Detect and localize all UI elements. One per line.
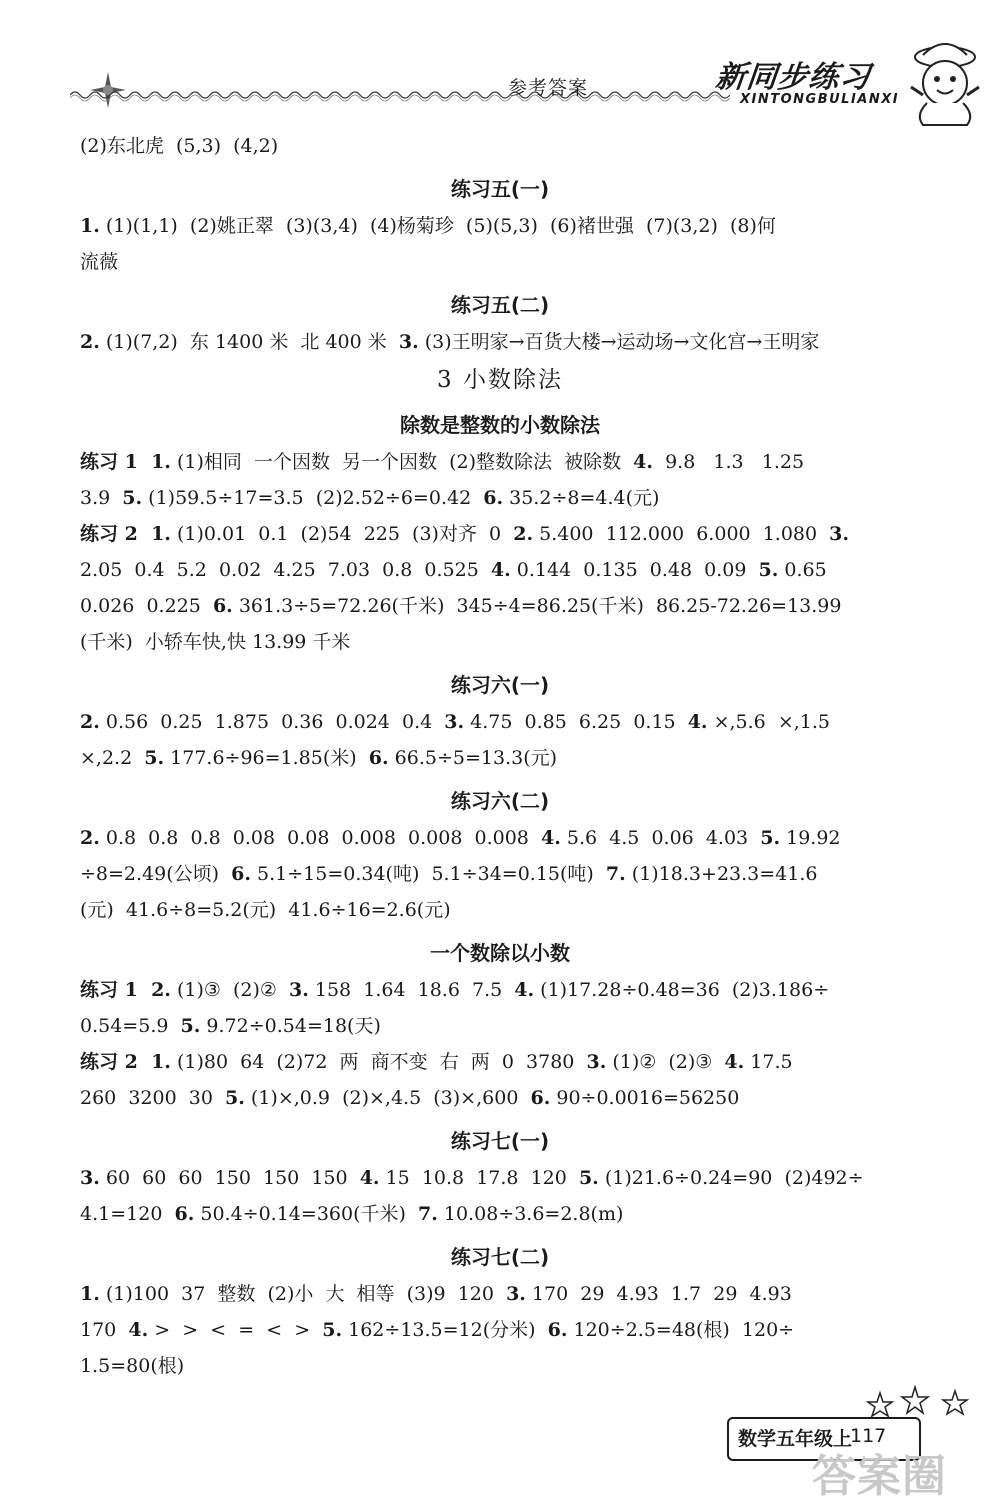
answer-line (80, 740, 920, 776)
question-number: 4. (633, 451, 654, 473)
answer-text: 0.54=5.9 (80, 1015, 181, 1037)
question-number: 6. (547, 1319, 568, 1341)
answer-line (80, 1080, 920, 1116)
wavy-divider (70, 88, 730, 102)
answer-line (80, 704, 920, 740)
answer-line (80, 1312, 920, 1348)
answer-text: (1)21.6÷0.24=90 (2)492÷ (598, 1167, 864, 1189)
question-number: 3. (506, 1283, 526, 1305)
answer-line (80, 820, 920, 856)
answer-text: ÷8=2.49(公顷) (80, 863, 232, 885)
question-number: 练习 2 1. (80, 523, 171, 545)
answer-text: 4.1=120 (80, 1203, 175, 1225)
question-number: 3. (444, 711, 465, 733)
question-number: 1. (80, 1283, 100, 1305)
answer-text: 0.026 0.225 (80, 595, 213, 617)
question-number: 5. (144, 747, 165, 769)
answer-text: (1)相同 一个因数 另一个因数 (2)整数除法 被除数 (170, 451, 634, 473)
answer-text: (1)×,0.9 (2)×,4.5 (3)×,600 (244, 1087, 531, 1109)
answer-text: 0.65 (778, 559, 827, 581)
answer-text: 流薇 (80, 251, 119, 273)
answer-text: 158 1.64 18.6 7.5 (308, 979, 515, 1001)
answer-line (80, 208, 920, 244)
answer-line (80, 1348, 920, 1384)
answer-text: 0.56 0.25 1.875 0.36 0.024 0.4 (99, 711, 445, 733)
section-heading: 一个数除以小数 (430, 941, 570, 965)
answer-line (80, 624, 920, 660)
answer-text: (1)② (2)③ (606, 1051, 725, 1073)
brand-pinyin: XINTONGBULIANXI (740, 92, 900, 107)
answer-text: 170 (80, 1319, 129, 1341)
question-number: 练习 1 1. (80, 451, 171, 473)
question-number: 5. (758, 559, 779, 581)
question-number: 2. (80, 331, 100, 353)
answer-line (80, 892, 920, 928)
answer-text: 2.05 0.4 5.2 0.02 4.25 7.03 0.8 0.525 (80, 559, 491, 581)
answer-line (80, 856, 920, 892)
section-heading: 练习五(二) (450, 293, 550, 317)
answer-text: (千米) 小轿车快,快 13.99 千米 (80, 631, 351, 653)
answer-text: ×,5.6 ×,1.5 (707, 711, 831, 733)
question-number: 3. (398, 331, 419, 353)
answer-line (80, 444, 920, 480)
answer-line (80, 324, 920, 360)
answer-text: 90÷0.0016=56250 (550, 1087, 740, 1109)
answer-text: 66.5÷5=13.3(元) (388, 747, 558, 769)
footer-grade: 数学五年级 (738, 1428, 834, 1450)
question-number: 2. (80, 711, 100, 733)
question-number: 4. (128, 1319, 149, 1341)
answer-text: 4.75 0.85 6.25 0.15 (464, 711, 688, 733)
answer-text: (1)(1,1) (2)姚正翠 (3)(3,4) (4)杨菊珍 (5)(5,3) (6)褚世强 (7)(3,2) (8)何 (99, 215, 776, 237)
answer-line (80, 1276, 920, 1312)
question-number: 3. (586, 1051, 607, 1073)
section-heading: 练习六(一) (450, 673, 550, 697)
question-number: 6. (174, 1203, 195, 1225)
answer-text: 260 3200 30 (80, 1087, 226, 1109)
answer-line (80, 480, 920, 516)
answer-line (80, 244, 920, 280)
answer-text: 177.6÷96=1.85(米) (164, 747, 369, 769)
answer-text: 10.08÷3.6=2.8(m) (437, 1203, 624, 1225)
answer-text: (1)100 37 整数 (2)小 大 相等 (3)9 120 (99, 1283, 507, 1305)
question-number: 4. (490, 559, 511, 581)
answer-line (80, 128, 920, 164)
chapter-title: 3 小数除法 (437, 367, 563, 393)
question-number: 6. (212, 595, 233, 617)
question-number: 3. (80, 1167, 100, 1189)
question-number: 6. (231, 863, 251, 885)
question-number: 3. (289, 979, 309, 1001)
answer-text: (3)王明家→百货大楼→运动场→文化宫→王明家 (418, 331, 820, 353)
answer-text: (1)18.3+23.3=41.6 (625, 863, 818, 885)
answer-text: 1.5=80(根) (80, 1355, 185, 1377)
question-number: 4. (724, 1051, 745, 1073)
answer-text: 15 10.8 17.8 120 (379, 1167, 579, 1189)
answer-line (80, 588, 920, 624)
answer-line (80, 1160, 920, 1196)
answer-text: (2)东北虎 (5,3) (4,2) (80, 135, 279, 157)
answer-text: 5.400 112.000 6.000 1.080 (533, 523, 830, 545)
section-heading: 练习七(二) (450, 1245, 550, 1269)
question-number: 6. (368, 747, 389, 769)
question-number: 5. (322, 1319, 343, 1341)
answer-text: 9.72÷0.54=18(天) (200, 1015, 381, 1037)
answer-text: (1)59.5÷17=3.5 (2)2.52÷6=0.42 (142, 487, 484, 509)
question-number: 4. (514, 979, 535, 1001)
answer-text: (1)0.01 0.1 (2)54 225 (3)对齐 0 (170, 523, 514, 545)
answer-text: 162÷13.5=12(分米) (342, 1319, 548, 1341)
answer-text: 0.144 0.135 0.48 0.09 (510, 559, 759, 581)
answer-text: 361.3÷5=72.26(千米) 345÷4=86.25(千米) 86.25-72.26=13.99 (232, 595, 842, 617)
question-number: 5. (578, 1167, 599, 1189)
answer-line (80, 1044, 920, 1080)
question-number: 6. (530, 1087, 551, 1109)
answer-text: 120÷2.5=48(根) 120÷ (567, 1319, 795, 1341)
answer-text: 19.92 (780, 827, 841, 849)
answer-line (80, 972, 920, 1008)
answer-text: 3.9 (80, 487, 123, 509)
question-number: 4. (359, 1167, 380, 1189)
answer-text: (1)17.28÷0.48=36 (2)3.186÷ (534, 979, 830, 1001)
answer-text: 35.2÷8=4.4(元) (503, 487, 660, 509)
brand-logo-text: 新同步练习 (713, 60, 873, 95)
answer-text: 9.8 1.3 1.25 (653, 451, 805, 473)
question-number: 7. (605, 863, 626, 885)
answer-text: 170 29 4.93 1.7 29 4.93 (525, 1283, 792, 1305)
answer-line (80, 516, 920, 552)
section-heading: 除数是整数的小数除法 (400, 413, 600, 437)
question-number: 6. (483, 487, 504, 509)
section-heading: 练习六(二) (450, 789, 550, 813)
question-number: 4. (687, 711, 708, 733)
answer-text: (1)③ (2)② (170, 979, 289, 1001)
question-number: 练习 2 1. (80, 1051, 171, 1073)
answer-text: 0.8 0.8 0.8 0.08 0.08 0.008 0.008 0.008 (99, 827, 541, 849)
section-heading: 练习七(一) (450, 1129, 550, 1153)
answer-line (80, 552, 920, 588)
answer-text: 5.1÷15=0.34(吨) 5.1÷34=0.15(吨) (250, 863, 606, 885)
mascot-icon (905, 35, 985, 130)
page-header (0, 0, 1000, 135)
question-number: 5. (180, 1015, 201, 1037)
answer-text: 17.5 (744, 1051, 793, 1073)
answer-text: (元) 41.6÷8=5.2(元) 41.6÷16=2.6(元) (80, 899, 451, 921)
question-number: 2. (513, 523, 534, 545)
answer-text: 60 60 60 150 150 150 (99, 1167, 360, 1189)
answer-content (80, 128, 920, 1384)
question-number: 练习 1 2. (80, 979, 171, 1001)
answer-text: 50.4÷0.14=360(千米) (194, 1203, 418, 1225)
answer-text: (1)80 64 (2)72 两 商不变 右 两 0 3780 (170, 1051, 587, 1073)
question-number: 1. (80, 215, 100, 237)
question-number: 5. (225, 1087, 245, 1109)
section-heading: 练习五(一) (450, 177, 550, 201)
header-title: 参考答案 (508, 77, 589, 99)
watermark: 答案圈 (812, 1451, 947, 1502)
answer-text: (1)(7,2) 东 1400 米 北 400 米 (99, 331, 399, 353)
question-number: 2. (80, 827, 100, 849)
answer-text: > > < = < > (148, 1319, 323, 1341)
answer-line (80, 1196, 920, 1232)
question-number: 7. (418, 1203, 438, 1225)
page-number: 117 (850, 1425, 887, 1447)
footer-term: 上 (833, 1428, 853, 1450)
answer-text: 5.6 4.5 0.06 4.03 (560, 827, 761, 849)
answer-line (80, 1008, 920, 1044)
question-number: 5. (760, 827, 781, 849)
answer-text: ×,2.2 (80, 747, 145, 769)
question-number: 5. (122, 487, 143, 509)
question-number: 4. (540, 827, 561, 849)
question-number: 3. (829, 523, 850, 545)
